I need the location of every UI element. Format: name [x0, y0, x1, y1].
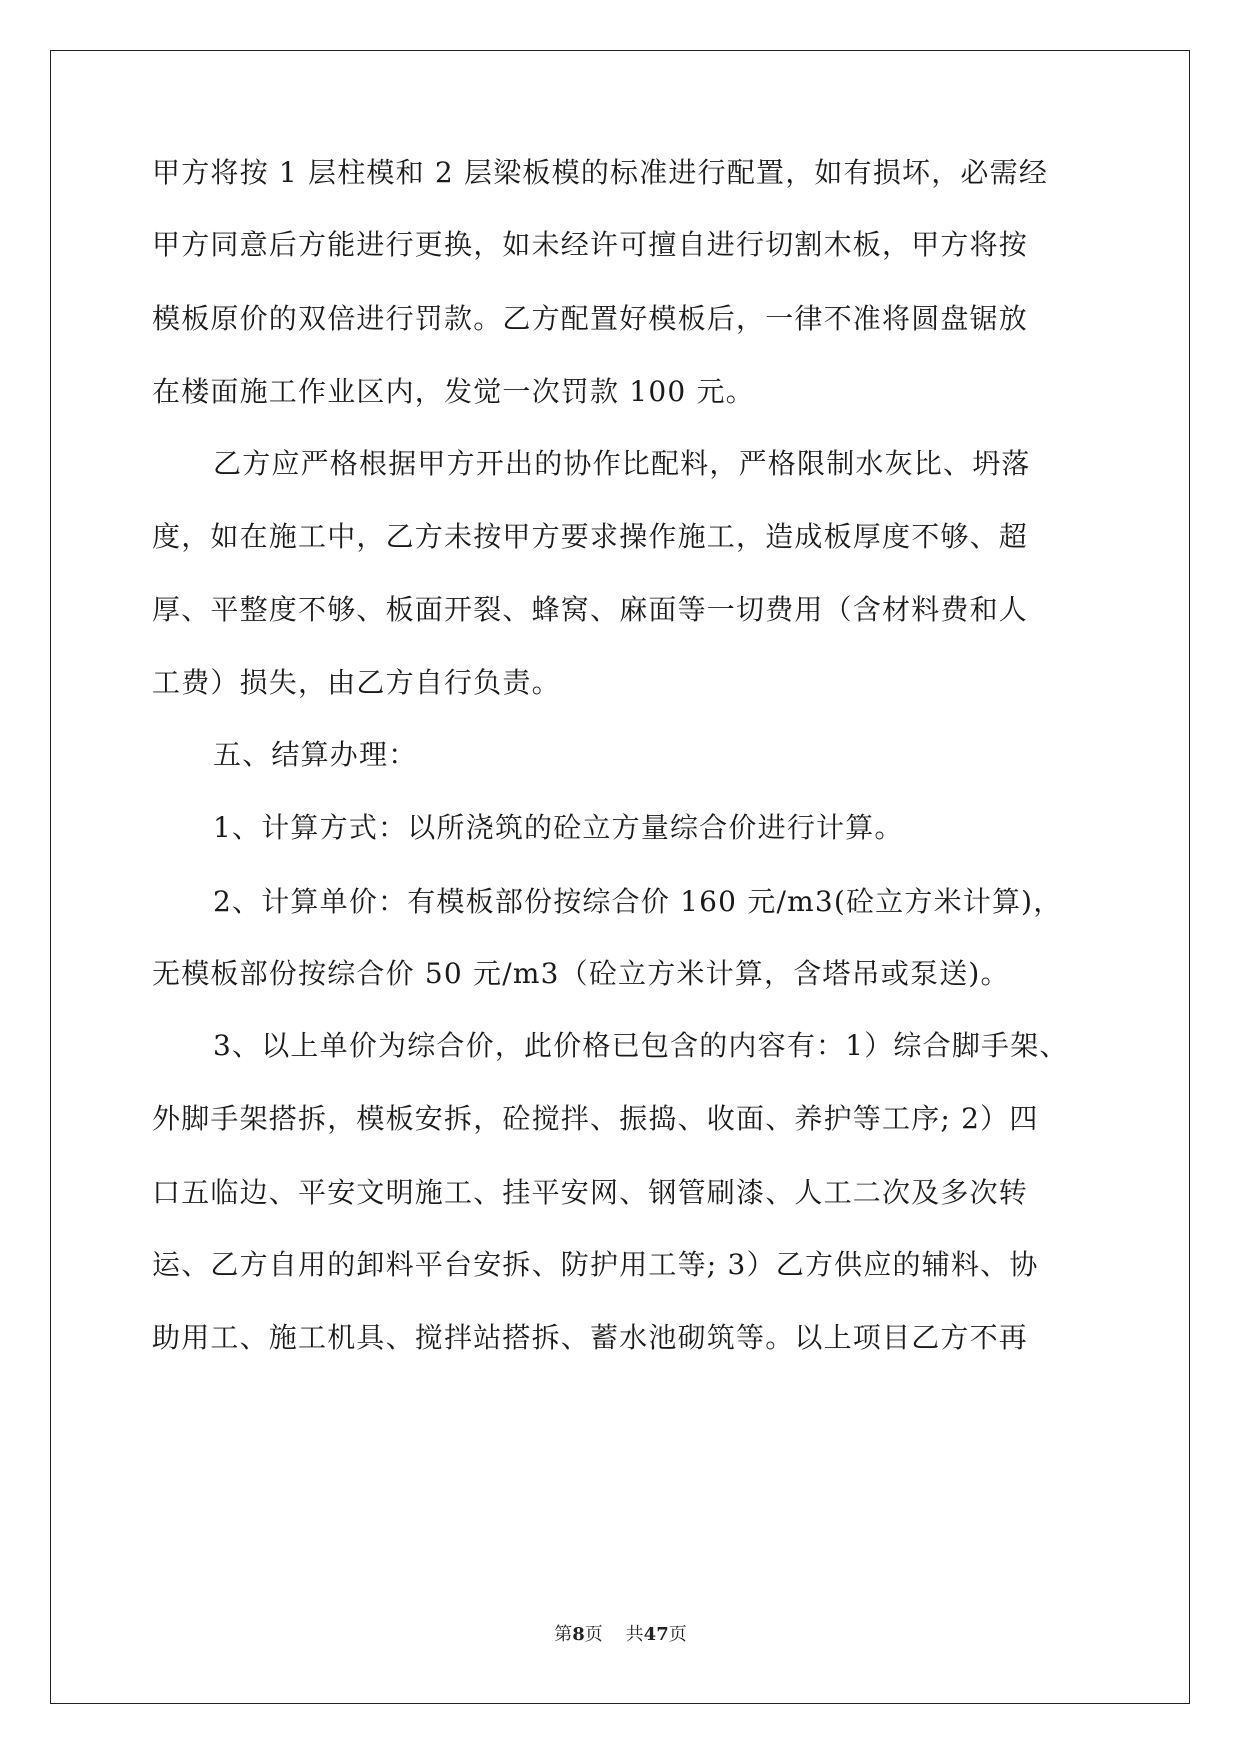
text-line: 在楼面施工作业区内，发觉一次罚款 100 元。: [152, 375, 755, 408]
text-line: 外脚手架搭拆，模板安拆，砼搅拌、振捣、收面、养护等工序; 2）四: [152, 1102, 1039, 1135]
section-heading: 五、结算办理：: [213, 738, 418, 771]
page-footer: [0, 1624, 1241, 1646]
paragraph-start-line: 1、计算方式：以所浇筑的砼立方量综合价进行计算。: [213, 811, 904, 844]
text-line: 口五临边、平安文明施工、挂平安网、钢管刷漆、人工二次及多次转: [152, 1176, 1029, 1209]
paragraph-start-line: 乙方应严格根据甲方开出的协作比配料，严格限制水灰比、坍落: [213, 447, 1031, 480]
current-page-number: 8: [572, 1624, 585, 1645]
total-page-count: 47: [643, 1624, 669, 1645]
text-line: 甲方将按 1 层柱模和 2 层梁板模的标准进行配置，如有损坏，必需经: [152, 156, 1049, 189]
page-border: [50, 50, 1190, 1704]
total-prefix: 共: [625, 1624, 644, 1645]
page-prefix: 第: [554, 1624, 573, 1645]
text-line: 度，如在施工中，乙方未按甲方要求操作施工，造成板厚度不够、超: [152, 520, 1029, 553]
total-unit: 页: [668, 1624, 687, 1645]
text-line: 运、乙方自用的卸料平台安拆、防护用工等; 3）乙方供应的辅料、协: [152, 1248, 1039, 1281]
text-line: 厚、平整度不够、板面开裂、蜂窝、麻面等一切费用（含材料费和人: [152, 593, 1029, 626]
text-line: 助用工、施工机具、搅拌站搭拆、蓄水池砌筑等。以上项目乙方不再: [152, 1321, 1029, 1354]
text-line: 甲方同意后方能进行更换，如未经许可擅自进行切割木板，甲方将按: [152, 228, 1029, 261]
text-line: 模板原价的双倍进行罚款。乙方配置好模板后，一律不准将圆盘锯放: [152, 302, 1029, 335]
paragraph-start-line: 2、计算单价：有模板部份按综合价 160 元/m3(砼立方米计算)，: [213, 885, 1063, 918]
page-unit: 页: [584, 1624, 603, 1645]
text-line: 无模板部份按综合价 50 元/m3（砼立方米计算，含塔吊或泵送)。: [152, 957, 1010, 990]
paragraph-start-line: 3、以上单价为综合价，此价格已包含的内容有：1）综合脚手架、: [213, 1029, 1069, 1062]
text-line: 工费）损失，由乙方自行负责。: [152, 666, 561, 699]
